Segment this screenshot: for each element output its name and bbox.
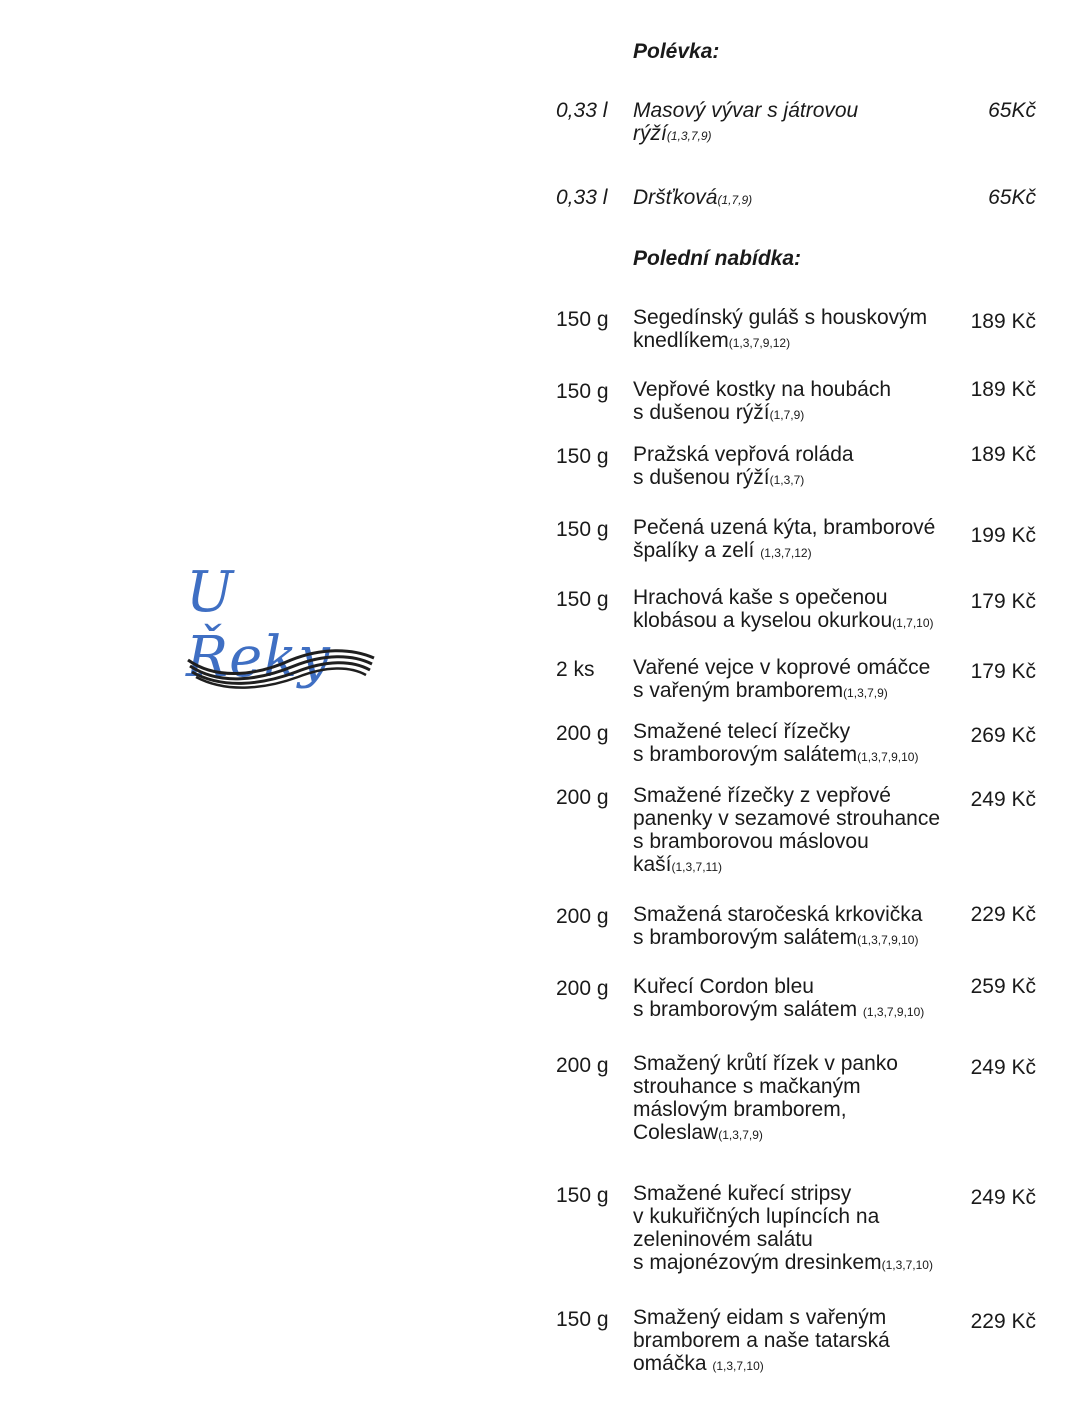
item-allergens: (1,7,9) — [769, 408, 805, 422]
item-price: 259 Kč — [970, 975, 1036, 998]
item-name — [633, 903, 953, 952]
item-quantity: 200 g — [556, 977, 609, 1000]
item-name-line — [633, 609, 953, 635]
item-name-line — [633, 122, 953, 148]
item-name-line — [633, 720, 953, 743]
item-quantity: 150 g — [556, 1308, 609, 1331]
item-name-line — [633, 186, 953, 212]
item-name-text: s dušenou rýží — [633, 466, 770, 489]
item-allergens: (1,3,7,9,10) — [857, 750, 919, 764]
item-name — [633, 186, 953, 212]
item-price: 249 Kč — [970, 788, 1036, 811]
item-name-text: v kukuřičných lupíncích na — [633, 1205, 880, 1228]
item-quantity: 150 g — [556, 518, 609, 541]
item-price: 229 Kč — [970, 1310, 1036, 1333]
item-name — [633, 378, 953, 427]
item-name-line — [633, 378, 953, 401]
item-quantity: 2 ks — [556, 658, 595, 681]
item-allergens: (1,3,7,9) — [666, 129, 712, 143]
item-name-text: špalíky a zelí — [633, 539, 761, 562]
item-name-line — [633, 1121, 953, 1147]
item-name-text: rýží — [633, 122, 667, 145]
item-price: 269 Kč — [970, 724, 1036, 747]
item-name-text: kaší — [633, 853, 672, 876]
item-name-line — [633, 306, 953, 329]
item-name-line — [633, 784, 953, 807]
item-name-text: Coleslaw — [633, 1121, 719, 1144]
item-name-text: máslovým bramborem, — [633, 1098, 847, 1121]
item-quantity: 150 g — [556, 588, 609, 611]
item-name-text: Pečená uzená kýta, bramborové — [633, 516, 936, 539]
item-allergens: (1,3,7,12) — [760, 546, 812, 560]
item-price: 249 Kč — [970, 1056, 1036, 1079]
item-quantity: 150 g — [556, 1184, 609, 1207]
item-name-line — [633, 443, 953, 466]
item-allergens: (1,3,7,9) — [843, 686, 888, 700]
item-name — [633, 443, 953, 492]
item-name-text: bramborem a naše tatarská — [633, 1329, 890, 1352]
item-name-line — [633, 830, 953, 853]
item-allergens: (1,3,7,9,10) — [862, 1005, 925, 1019]
item-name-line — [633, 1098, 953, 1121]
item-name-line — [633, 1228, 953, 1251]
item-name-line — [633, 329, 953, 355]
item-name-line — [633, 975, 953, 998]
item-name-line — [633, 539, 953, 565]
item-name-text: Smažené řízečky z vepřové — [633, 784, 891, 807]
soup-heading: Polévka: — [633, 40, 720, 63]
item-name-line — [633, 743, 953, 769]
item-quantity: 200 g — [556, 786, 609, 809]
item-name-text: s majonézovým dresinkem — [633, 1251, 882, 1274]
item-name-text: omáčka — [633, 1352, 713, 1375]
item-price: 249 Kč — [970, 1186, 1036, 1209]
item-name — [633, 720, 953, 769]
item-name — [633, 975, 953, 1024]
item-name-text: knedlíkem — [633, 329, 729, 352]
item-name-line — [633, 1075, 953, 1098]
item-name-text: panenky v sezamové strouhance — [633, 807, 941, 830]
item-name-text: Smažený krůtí řízek v panko — [633, 1052, 898, 1075]
item-price: 65Kč — [988, 186, 1036, 209]
item-name-text: Dršťková — [633, 186, 718, 209]
item-name-text: Smažené kuřecí stripsy — [633, 1182, 852, 1205]
item-name-line: Masový vývar s játrovou — [633, 99, 859, 122]
item-quantity: 200 g — [556, 722, 609, 745]
item-name-line — [633, 926, 953, 952]
item-name-text: strouhance s mačkaným — [633, 1075, 861, 1098]
item-quantity: 200 g — [556, 1054, 609, 1077]
item-allergens: (1,3,7,9) — [718, 1128, 763, 1142]
item-name — [633, 516, 953, 565]
item-allergens: (1,3,7,10) — [712, 1359, 764, 1373]
item-name-line — [633, 1052, 953, 1075]
item-allergens: (1,3,7,10) — [881, 1258, 933, 1272]
item-name — [633, 306, 953, 355]
item-name — [633, 99, 953, 148]
item-name-line — [633, 998, 953, 1024]
item-name-text: s vařeným bramborem — [633, 679, 844, 702]
item-price: 199 Kč — [970, 524, 1036, 547]
item-name-text: s bramborovou máslovou — [633, 830, 869, 853]
item-name-line — [633, 1251, 953, 1277]
item-quantity: 0,33 l — [556, 186, 608, 209]
item-name-line — [633, 853, 953, 879]
lunch-heading: Polední nabídka: — [633, 247, 802, 270]
item-price: 189 Kč — [970, 443, 1036, 466]
item-name-text: Smažená staročeská krkovička — [633, 903, 923, 926]
item-price: 189 Kč — [970, 378, 1036, 401]
wave-icon — [186, 646, 376, 696]
item-name-text: Pražská vepřová roláda — [633, 443, 854, 466]
item-name-text: Hrachová kaše s opečenou — [633, 586, 888, 609]
item-allergens: (1,7,10) — [892, 616, 934, 630]
item-quantity: 0,33 l — [556, 99, 608, 122]
item-allergens: (1,3,7,11) — [671, 860, 722, 874]
item-allergens: (1,7,9) — [717, 193, 753, 207]
item-name-line — [633, 1182, 953, 1205]
logo-text: U Řeky — [186, 560, 331, 690]
item-name — [633, 1306, 953, 1378]
item-allergens: (1,3,7) — [769, 473, 805, 487]
item-price: 229 Kč — [970, 903, 1036, 926]
item-name-line — [633, 1329, 953, 1352]
item-name-line — [633, 466, 953, 492]
item-name-line — [633, 679, 953, 705]
item-name — [633, 1052, 953, 1147]
item-name-text: Vařené vejce v koprové omáčce — [633, 656, 931, 679]
item-price: 179 Kč — [970, 590, 1036, 613]
item-name-line — [633, 656, 953, 679]
item-name-line — [633, 586, 953, 609]
item-price: 189 Kč — [970, 310, 1036, 333]
item-name-text: Smažené telecí řízečky — [633, 720, 851, 743]
item-quantity: 150 g — [556, 308, 609, 331]
item-name — [633, 1182, 953, 1277]
item-name-text: Segedínský guláš s houskovým — [633, 306, 928, 329]
item-name-text: s bramborovým salátem — [633, 926, 858, 949]
item-quantity: 150 g — [556, 380, 609, 403]
item-name-text: Smažený eidam s vařeným — [633, 1306, 887, 1329]
item-name — [633, 586, 953, 635]
item-name-line — [633, 807, 953, 830]
item-name-text: s dušenou rýží — [633, 401, 770, 424]
item-quantity: 150 g — [556, 445, 609, 468]
item-name-line — [633, 1205, 953, 1228]
item-quantity: 200 g — [556, 905, 609, 928]
item-price: 65Kč — [988, 99, 1036, 122]
item-name — [633, 656, 953, 705]
item-name-line — [633, 1352, 953, 1378]
restaurant-logo — [186, 560, 386, 700]
item-name-line — [633, 903, 953, 926]
item-name-line — [633, 401, 953, 427]
item-name-line — [633, 516, 953, 539]
item-name-text: Vepřové kostky na houbách — [633, 378, 892, 401]
item-name-text: Kuřecí Cordon bleu — [633, 975, 814, 998]
item-name-text: s bramborovým salátem — [633, 998, 863, 1021]
item-allergens: (1,3,7,9,10) — [857, 933, 919, 947]
item-allergens: (1,3,7,9,12) — [728, 336, 791, 350]
item-name-text: klobásou a kyselou okurkou — [633, 609, 893, 632]
item-name-line — [633, 1306, 953, 1329]
item-name-text: zeleninovém salátu — [633, 1228, 813, 1251]
item-name-text: s bramborovým salátem — [633, 743, 858, 766]
item-price: 179 Kč — [970, 660, 1036, 683]
item-name — [633, 784, 953, 879]
